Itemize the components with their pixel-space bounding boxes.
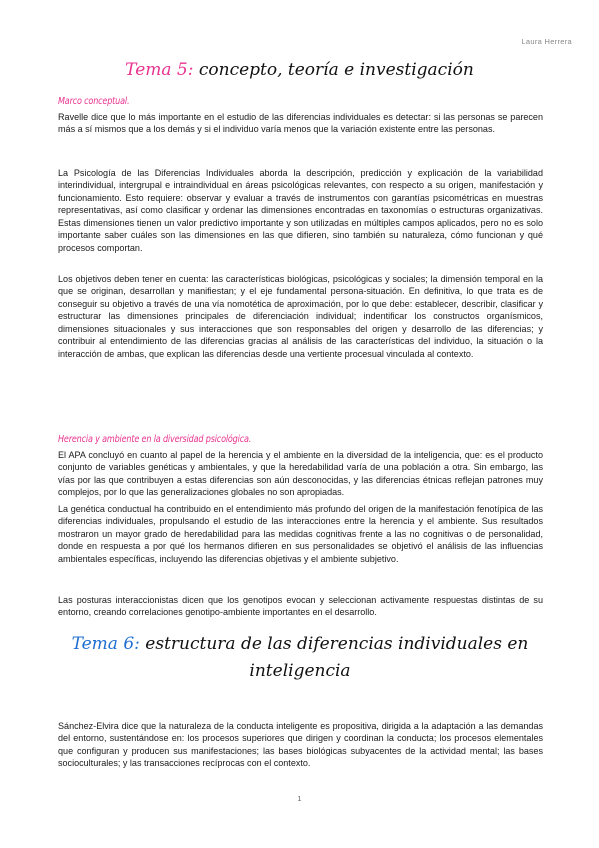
page-number: 1 (297, 794, 302, 803)
paragraph-marco-1: Ravelle dice que lo más importante en el estudio de las diferencias individuales es detectar: si las personas se parecen más a sí mismos que a los demás y si el individuo varía menos que la variación existente entre las personas. (58, 112, 543, 135)
paragraph-herencia-3: Las posturas interaccionistas dicen que los genotipos evocan y seleccionan activamente respuestas distintas de su entorno, creando correlaciones genotipo-ambiente importantes en el desarrollo. (58, 595, 543, 618)
section-heading-marco: Marco conceptual. (58, 96, 130, 107)
topic6-number: Tema 6: (71, 634, 140, 654)
topic6-title-text: estructura de las diferencias individuales en inteligencia (139, 634, 529, 681)
section-heading-herencia: Herencia y ambiente en la diversidad psicológica. (58, 434, 252, 445)
topic5-number: Tema 5: (125, 60, 194, 80)
paragraph-herencia-2: La genética conductual ha contribuido en el entendimiento más profundo del origen de la manifestación fenotípica de las diferencias individuales, propulsando el estudio de las interacciones entre la herencia y el ambiente. Sus resultados mostraron un mayor grado de heredabilidad para las medidas cognitivas frente a las no cognitivas o de personalidad, donde en respuesta a por qué los hermanos difieren en sus personalidades se objetivó el análisis de las influencias ambientales específicas, incluyendo las diferencias objetivas y el ambiente subjetivo. (58, 504, 543, 564)
topic5-title (0, 60, 599, 80)
paragraph-marco-2: La Psicología de las Diferencias Individuales aborda la descripción, predicción y explicación de la variabilidad interindividual, intergrupal e intraindividual en áreas psicológicas relevantes, con respecto a su origen, manifestación y funcionamiento. Esto requiere: observar y evaluar a través de instrumentos con garantías psicométricas en muestras representativas, así como clasificar y ordenar las dimensiones encontradas en taxonomías o estructuras organizativas. Estas dimensiones tienen un valor predictivo importante y son utilizadas en múltiples campos aplicados, pero no es solo importante saber cuáles son las dimensiones en las que difieren, sino también su naturaleza, cómo funcionan y qué procesos comportan. (58, 168, 543, 253)
author-name: Laura Herrera (521, 37, 572, 46)
paragraph-marco-3: Los objetivos deben tener en cuenta: las características biológicas, psicológicas y sociales; la dimensión temporal en la que se originan, desarrollan y manifiestan; y el eje fundamental persona-situación. En definitiva, lo que trata es de conseguir su objetivo a través de una vía nomotética de aproximación, por lo que debe: establecer, describir, clasificar y estructurar las dimensiones principales de diferenciación individual; indentificar los constructos organísmicos, dimensiones situacionales y sus interacciones que son responsables del origen y desarrollo de las diferencias; y contribuir al entendimiento de las diferencias gracias al análisis de las características del individuo, la situación o la interacción de ambas, que explican las diferencias desde una vertiente procesual vinculada al contexto. (58, 274, 543, 359)
topic5-title-text: concepto, teoría e investigación (193, 60, 474, 80)
paragraph-topic6-1: Sánchez-Elvira dice que la naturaleza de la conducta inteligente es propositiva, dirigida a la adaptación a las demandas del entorno, sustentándose en: los procesos superiores que dirigen y coordinan la conducta; los procesos elementales que configuran y producen sus manifestaciones; las bases biológicas subyacentes de la actividad mental; las bases socioculturales; y las transacciones recíprocas con el contexto. (58, 721, 543, 769)
paragraph-herencia-1: El APA concluyó en cuanto al papel de la herencia y el ambiente en la diversidad de la inteligencia, que: es el producto conjunto de variables genéticas y ambientales, y que la heredabilidad varía de una población a otra. Sin embargo, las vías por las que contribuyen a estas diferencias son aún desconocidas, y las diferencias étnicas reflejan patrones muy complejos, por lo que las generalizaciones globales no son apropiadas. (58, 450, 543, 498)
topic6-title (60, 631, 540, 685)
